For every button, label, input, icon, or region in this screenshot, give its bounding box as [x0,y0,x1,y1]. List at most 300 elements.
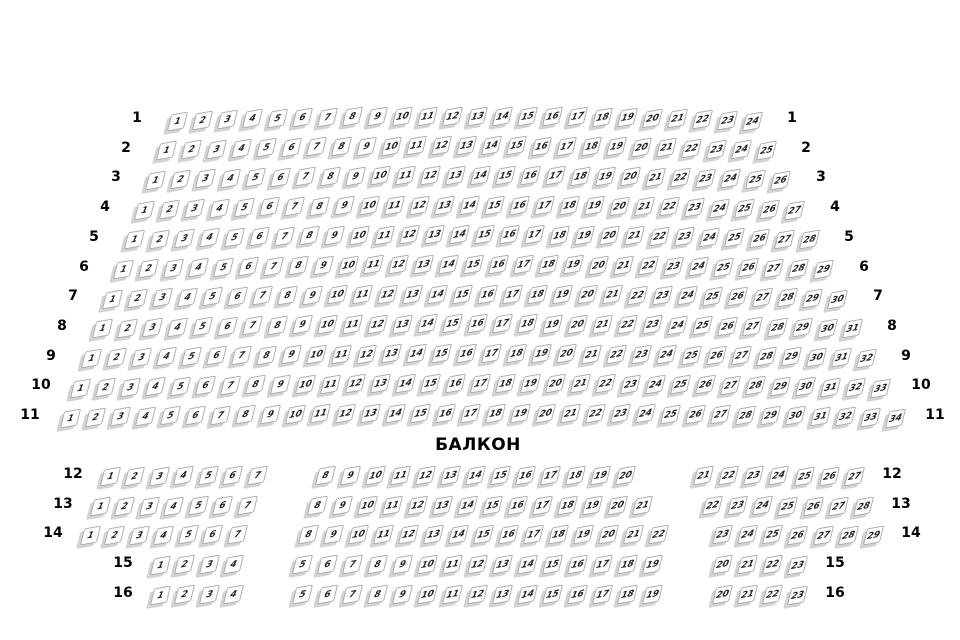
seat[interactable]: 8 [367,555,388,575]
seat[interactable]: 26 [685,405,706,425]
seat[interactable]: 11 [442,555,463,575]
seat[interactable]: 17 [502,285,523,305]
seat[interactable]: 1 [92,319,113,339]
seat[interactable]: 16 [445,374,466,394]
seat[interactable]: 10 [317,315,338,335]
seat[interactable]: 10 [381,137,402,157]
seat[interactable]: 16 [477,285,498,305]
seat[interactable]: 22 [670,168,691,188]
seat[interactable]: 4 [153,526,174,546]
seat[interactable]: 25 [724,228,745,248]
seat[interactable]: 24 [699,228,720,248]
seat[interactable]: 26 [803,497,824,517]
seat[interactable]: 5 [202,287,223,307]
seat[interactable]: 22 [638,256,659,276]
seat[interactable]: 19 [642,585,663,605]
seat[interactable]: 18 [559,196,580,216]
seat[interactable]: 13 [413,255,434,275]
seat[interactable]: 3 [131,348,152,368]
seat[interactable]: 6 [281,138,302,158]
seat[interactable]: 13 [434,196,455,216]
seat[interactable]: 27 [720,376,741,396]
seat[interactable]: 9 [324,226,345,246]
seat[interactable]: 5 [267,109,288,129]
seat[interactable]: 11 [320,375,341,395]
seat[interactable]: 8 [342,107,363,127]
seat[interactable]: 12 [431,136,452,156]
seat[interactable]: 24 [645,375,666,395]
seat[interactable]: 14 [517,585,538,605]
seat[interactable]: 19 [573,525,594,545]
seat[interactable]: 15 [431,344,452,364]
seat[interactable]: 15 [484,196,505,216]
seat[interactable]: 3 [206,140,227,160]
seat[interactable]: 3 [139,497,160,517]
seat[interactable]: 11 [310,404,331,424]
seat[interactable]: 33 [870,379,891,399]
seat[interactable]: 4 [223,555,244,575]
seat[interactable]: 25 [756,141,777,161]
seat[interactable]: 32 [835,407,856,427]
seat[interactable]: 1 [90,497,111,517]
seat[interactable]: 13 [360,404,381,424]
seat[interactable]: 13 [423,525,444,545]
seat[interactable]: 20 [615,466,636,486]
seat[interactable]: 7 [342,555,363,575]
seat[interactable]: 4 [173,466,194,486]
seat[interactable]: 21 [570,374,591,394]
seat[interactable]: 2 [124,467,145,487]
seat[interactable]: 25 [692,316,713,336]
seat[interactable]: 10 [348,525,369,545]
seat[interactable]: 14 [492,107,513,127]
seat[interactable]: 21 [634,197,655,217]
seat[interactable]: 24 [768,466,789,486]
seat[interactable]: 1 [150,586,171,606]
seat[interactable]: 22 [649,227,670,247]
seat[interactable]: 13 [392,315,413,335]
seat[interactable]: 33 [860,408,881,428]
seat[interactable]: 23 [787,586,808,606]
seat[interactable]: 32 [845,378,866,398]
seat[interactable]: 4 [163,497,184,517]
seat[interactable]: 11 [373,525,394,545]
seat[interactable]: 11 [406,136,427,156]
seat[interactable]: 19 [582,496,603,516]
seat[interactable]: 4 [167,318,188,338]
seat[interactable]: 23 [663,257,684,277]
seat[interactable]: 15 [452,285,473,305]
seat[interactable]: 20 [599,226,620,246]
seat[interactable]: 9 [345,167,366,187]
seat[interactable]: 21 [560,404,581,424]
seat[interactable]: 9 [281,345,302,365]
seat[interactable]: 3 [129,526,150,546]
seat[interactable]: 28 [735,406,756,426]
seat[interactable]: 21 [693,466,714,486]
seat[interactable]: 23 [727,496,748,516]
seat[interactable]: 24 [731,140,752,160]
seat[interactable]: 11 [363,255,384,275]
seat[interactable]: 28 [838,526,859,546]
seat[interactable]: 15 [482,496,503,516]
seat[interactable]: 5 [188,496,209,516]
seat[interactable]: 7 [342,585,363,605]
seat[interactable]: 13 [456,136,477,156]
seat[interactable]: 5 [292,555,313,575]
seat[interactable]: 11 [390,466,411,486]
seat[interactable]: 5 [292,585,313,605]
seat[interactable]: 7 [284,197,305,217]
seat[interactable]: 1 [60,409,81,429]
seat[interactable]: 25 [713,258,734,278]
seat[interactable]: 29 [813,260,834,280]
seat[interactable]: 19 [590,466,611,486]
seat[interactable]: 28 [777,288,798,308]
seat[interactable]: 30 [806,348,827,368]
seat[interactable]: 23 [652,286,673,306]
seat[interactable]: 18 [548,525,569,545]
seat[interactable]: 26 [717,317,738,337]
seat[interactable]: 3 [217,110,238,130]
seat[interactable]: 11 [417,107,438,127]
seat[interactable]: 12 [388,255,409,275]
seat[interactable]: 16 [488,255,509,275]
seat[interactable]: 14 [385,404,406,424]
seat[interactable]: 9 [323,525,344,545]
seat[interactable]: 4 [135,407,156,427]
seat[interactable]: 26 [819,467,840,487]
seat[interactable]: 5 [198,466,219,486]
seat[interactable]: 8 [315,466,336,486]
seat[interactable]: 18 [506,344,527,364]
seat[interactable]: 15 [542,585,563,605]
seat[interactable]: 4 [188,258,209,278]
seat[interactable]: 26 [727,287,748,307]
seat[interactable]: 30 [795,377,816,397]
seat[interactable]: 6 [317,555,338,575]
seat[interactable]: 17 [592,585,613,605]
seat[interactable]: 18 [565,466,586,486]
seat[interactable]: 22 [606,345,627,365]
seat[interactable]: 17 [532,496,553,516]
seat[interactable]: 9 [334,196,355,216]
seat[interactable]: 23 [620,375,641,395]
seat[interactable]: 21 [632,496,653,516]
seat[interactable]: 17 [492,314,513,334]
seat[interactable]: 26 [695,375,716,395]
seat[interactable]: 20 [620,167,641,187]
seat[interactable]: 18 [617,555,638,575]
seat[interactable]: 20 [642,109,663,129]
seat[interactable]: 17 [534,196,555,216]
seat[interactable]: 8 [299,226,320,246]
seat[interactable]: 15 [420,374,441,394]
seat[interactable]: 12 [467,555,488,575]
seat[interactable]: 13 [370,374,391,394]
seat[interactable]: 19 [531,344,552,364]
seat[interactable]: 14 [438,255,459,275]
seat[interactable]: 19 [542,315,563,335]
seat[interactable]: 17 [556,137,577,157]
seat[interactable]: 3 [163,259,184,279]
seat[interactable]: 25 [777,497,798,517]
seat[interactable]: 13 [440,466,461,486]
seat[interactable]: 17 [470,374,491,394]
seat[interactable]: 4 [177,288,198,308]
seat[interactable]: 6 [317,585,338,605]
seat[interactable]: 21 [737,585,758,605]
seat[interactable]: 18 [485,404,506,424]
seat[interactable]: 13 [402,285,423,305]
seat[interactable]: 6 [292,108,313,128]
seat[interactable]: 19 [617,108,638,128]
seat[interactable]: 5 [170,377,191,397]
seat[interactable]: 1 [100,467,121,487]
seat[interactable]: 14 [448,525,469,545]
seat[interactable]: 19 [563,255,584,275]
seat[interactable]: 23 [610,404,631,424]
seat[interactable]: 18 [527,285,548,305]
seat[interactable]: 14 [465,466,486,486]
seat[interactable]: 10 [295,375,316,395]
seat[interactable]: 16 [515,466,536,486]
seat[interactable]: 27 [710,405,731,425]
seat[interactable]: 6 [202,525,223,545]
seat[interactable]: 9 [356,137,377,157]
seat[interactable]: 3 [142,318,163,338]
seat[interactable]: 10 [306,345,327,365]
seat[interactable]: 6 [185,406,206,426]
seat[interactable]: 4 [156,347,177,367]
seat[interactable]: 23 [684,198,705,218]
seat[interactable]: 14 [427,285,448,305]
seat[interactable]: 2 [114,497,135,517]
seat[interactable]: 21 [592,315,613,335]
seat[interactable]: 18 [617,585,638,605]
seat[interactable]: 19 [510,404,531,424]
seat[interactable]: 25 [702,287,723,307]
seat[interactable]: 34 [885,409,906,429]
seat[interactable]: 3 [110,407,131,427]
seat[interactable]: 6 [217,317,238,337]
seat[interactable]: 21 [581,345,602,365]
seat[interactable]: 4 [220,169,241,189]
seat[interactable]: 9 [292,315,313,335]
seat[interactable]: 22 [595,374,616,394]
seat[interactable]: 4 [199,228,220,248]
seat[interactable]: 24 [709,199,730,219]
seat[interactable]: 5 [192,317,213,337]
seat[interactable]: 9 [340,466,361,486]
seat[interactable]: 7 [231,346,252,366]
seat[interactable]: 8 [320,167,341,187]
seat[interactable]: 23 [695,169,716,189]
seat[interactable]: 20 [598,525,619,545]
seat[interactable]: 3 [120,378,141,398]
seat[interactable]: 24 [737,525,758,545]
seat[interactable]: 5 [213,258,234,278]
seat[interactable]: 18 [517,314,538,334]
seat[interactable]: 16 [498,525,519,545]
seat[interactable]: 2 [181,140,202,160]
seat[interactable]: 15 [490,466,511,486]
seat[interactable]: 29 [760,406,781,426]
seat[interactable]: 21 [667,109,688,129]
seat[interactable]: 12 [442,107,463,127]
seat[interactable]: 23 [642,315,663,335]
seat[interactable]: 15 [473,525,494,545]
seat[interactable]: 2 [138,259,159,279]
seat[interactable]: 28 [853,497,874,517]
seat[interactable]: 25 [681,346,702,366]
seat[interactable]: 22 [627,286,648,306]
seat[interactable]: 4 [145,377,166,397]
seat[interactable]: 5 [160,406,181,426]
seat[interactable]: 15 [517,107,538,127]
seat[interactable]: 2 [117,319,138,339]
seat[interactable]: 31 [820,378,841,398]
seat[interactable]: 22 [681,139,702,159]
seat[interactable]: 19 [606,137,627,157]
seat[interactable]: 8 [331,137,352,157]
seat[interactable]: 5 [245,168,266,188]
seat[interactable]: 1 [134,201,155,221]
seat[interactable]: 8 [277,286,298,306]
seat[interactable]: 9 [302,286,323,306]
seat[interactable]: 11 [384,196,405,216]
seat[interactable]: 27 [813,526,834,546]
seat[interactable]: 25 [745,170,766,190]
seat[interactable]: 11 [442,585,463,605]
seat[interactable]: 20 [567,315,588,335]
seat[interactable]: 2 [170,170,191,190]
seat[interactable]: 19 [642,555,663,575]
seat[interactable]: 8 [288,256,309,276]
seat[interactable]: 5 [234,198,255,218]
seat[interactable]: 10 [357,496,378,516]
seat[interactable]: 7 [247,466,268,486]
seat[interactable]: 16 [435,404,456,424]
seat[interactable]: 17 [524,225,545,245]
seat[interactable]: 24 [635,404,656,424]
seat[interactable]: 26 [787,526,808,546]
seat[interactable]: 15 [542,555,563,575]
seat[interactable]: 24 [742,112,763,132]
seat[interactable]: 2 [192,111,213,131]
seat[interactable]: 32 [856,349,877,369]
seat[interactable]: 6 [249,227,270,247]
seat[interactable]: 3 [184,199,205,219]
seat[interactable]: 27 [752,288,773,308]
seat[interactable]: 25 [794,467,815,487]
seat[interactable]: 15 [474,225,495,245]
seat[interactable]: 10 [365,466,386,486]
seat[interactable]: 12 [407,496,428,516]
seat[interactable]: 10 [417,585,438,605]
seat[interactable]: 13 [432,496,453,516]
seat[interactable]: 6 [212,496,233,516]
seat[interactable]: 19 [584,196,605,216]
seat[interactable]: 7 [263,257,284,277]
seat[interactable]: 27 [784,201,805,221]
seat[interactable]: 9 [332,496,353,516]
seat[interactable]: 16 [456,344,477,364]
seat[interactable]: 23 [787,556,808,576]
seat[interactable]: 15 [410,404,431,424]
seat[interactable]: 10 [327,285,348,305]
seat[interactable]: 9 [392,555,413,575]
seat[interactable]: 13 [467,107,488,127]
seat[interactable]: 1 [80,526,101,546]
seat[interactable]: 20 [607,496,628,516]
seat[interactable]: 11 [331,345,352,365]
seat[interactable]: 21 [623,525,644,545]
seat[interactable]: 6 [227,287,248,307]
seat[interactable]: 16 [507,496,528,516]
seat[interactable]: 19 [552,285,573,305]
seat[interactable]: 15 [463,255,484,275]
seat[interactable]: 1 [81,349,102,369]
seat[interactable]: 22 [659,197,680,217]
seat[interactable]: 6 [206,346,227,366]
seat[interactable]: 11 [374,226,395,246]
seat[interactable]: 12 [335,404,356,424]
seat[interactable]: 3 [199,585,220,605]
seat[interactable]: 27 [844,467,865,487]
seat[interactable]: 1 [113,260,134,280]
seat[interactable]: 29 [781,347,802,367]
seat[interactable]: 8 [309,197,330,217]
seat[interactable]: 2 [174,585,195,605]
seat[interactable]: 12 [367,315,388,335]
seat[interactable]: 22 [648,525,669,545]
seat[interactable]: 13 [424,225,445,245]
seat[interactable]: 10 [338,256,359,276]
seat[interactable]: 28 [799,230,820,250]
seat[interactable]: 20 [577,285,598,305]
seat[interactable]: 19 [595,167,616,187]
seat[interactable]: 24 [720,169,741,189]
seat[interactable]: 15 [495,166,516,186]
seat[interactable]: 1 [167,112,188,132]
seat[interactable]: 28 [756,347,777,367]
seat[interactable]: 12 [398,525,419,545]
seat[interactable]: 2 [127,289,148,309]
seat[interactable]: 14 [517,555,538,575]
seat[interactable]: 30 [785,406,806,426]
seat[interactable]: 16 [520,166,541,186]
seat[interactable]: 1 [70,379,91,399]
seat[interactable]: 5 [256,138,277,158]
seat[interactable]: 31 [842,319,863,339]
seat[interactable]: 21 [624,226,645,246]
seat[interactable]: 13 [445,166,466,186]
seat[interactable]: 11 [382,496,403,516]
seat[interactable]: 20 [535,404,556,424]
seat[interactable]: 18 [557,496,578,516]
seat[interactable]: 12 [467,585,488,605]
seat[interactable]: 10 [359,196,380,216]
seat[interactable]: 7 [210,406,231,426]
seat[interactable]: 13 [492,555,513,575]
seat[interactable]: 3 [149,467,170,487]
seat[interactable]: 26 [770,171,791,191]
seat[interactable]: 3 [152,288,173,308]
seat[interactable]: 14 [417,314,438,334]
seat[interactable]: 4 [209,199,230,219]
seat[interactable]: 8 [298,525,319,545]
